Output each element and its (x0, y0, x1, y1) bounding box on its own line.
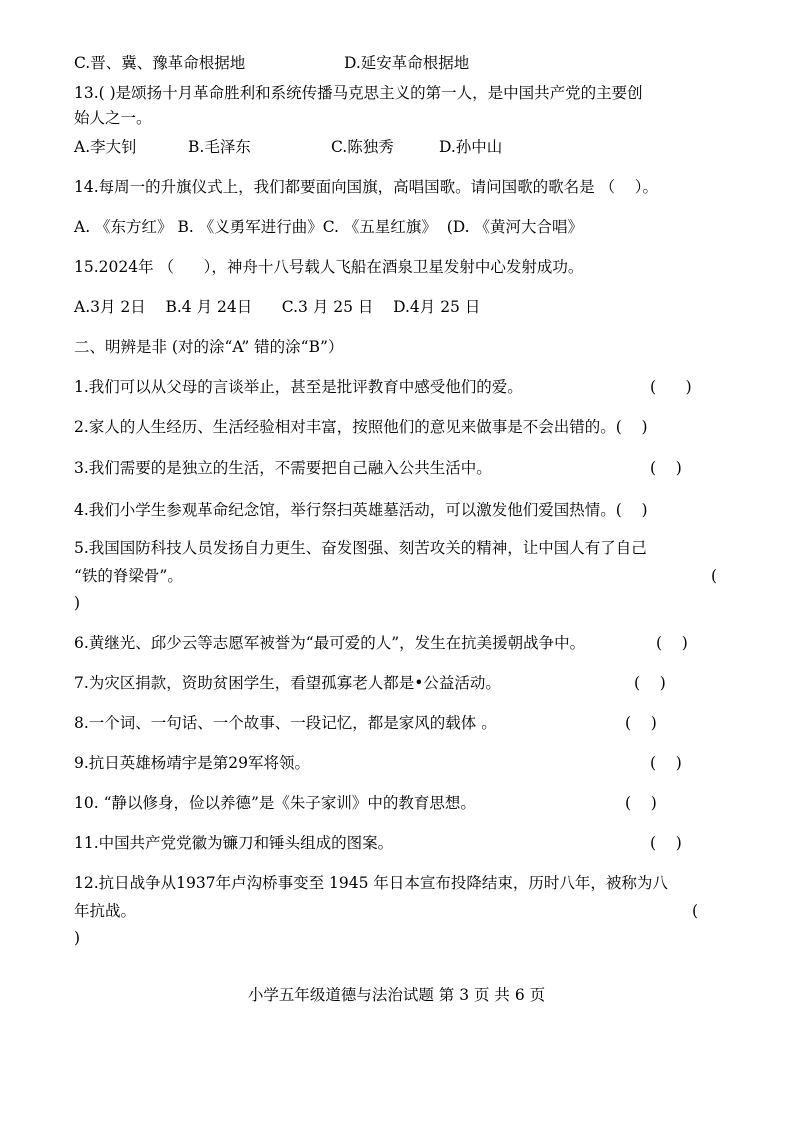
question-13-option-a: A.李大钊 (74, 138, 137, 156)
judge-item-5-paren-close: ) (74, 594, 81, 612)
judge-item-12: 12.抗日战争从1937年卢沟桥事变至 1945 年日本宣布投降结束，历时八年，被称为八 (74, 874, 668, 892)
judge-item-10: 10. “静以修身，俭以养德”是《朱子家训》中的教育思想。 (74, 794, 476, 812)
question-13-option-d: D.孙中山 (439, 138, 503, 156)
question-14-options: A. 《东方红》 B. 《义勇军进行曲》C. 《五星红旗》 (D. 《黄河大合唱》 (74, 218, 584, 236)
question-13-option-c: C.陈独秀 (331, 138, 394, 156)
judge-item-8: 8.一个词、一句话、一个故事、一段记忆，都是家风的载体 。 (74, 714, 497, 732)
question-13-stem: 13.( )是颂扬十月革命胜利和系统传播马克思主义的第一人，是中国共产党的主要创 (74, 84, 643, 102)
judge-item-6: 6.黄继光、邱少云等志愿军被誉为“最可爱的人”，发生在抗美援朝战争中。 (74, 634, 586, 652)
judge-item-5-cont: “铁的脊梁骨”。 (74, 567, 183, 585)
question-13-stem-cont: 始人之一。 (74, 109, 152, 127)
question-14-stem: 14.每周一的升旗仪式上，我们都要面向国旗，高唱国歌。请问国歌的歌名是 （ ）。 (74, 178, 659, 196)
judge-item-11-paren: ( ) (650, 834, 682, 852)
page-footer: 小学五年级道德与法治试题 第 3 页 共 6 页 (247, 986, 546, 1004)
judge-item-9: 9.抗日英雄杨靖宇是第29军将领。 (74, 754, 311, 772)
judge-item-2: 2.家人的人生经历、生活经验相对丰富，按照他们的意见来做事是不会出错的。( ) (74, 418, 648, 436)
judge-item-12-cont: 年抗战。 (74, 902, 137, 920)
judge-item-8-paren: ( ) (625, 714, 657, 732)
judge-item-10-paren: ( ) (625, 794, 657, 812)
option-c-top: C.晋、冀、豫革命根据地 (74, 54, 246, 72)
judge-item-9-paren: ( ) (650, 754, 682, 772)
question-13-option-b: B.毛泽东 (188, 138, 251, 156)
judge-item-3: 3.我们需要的是独立的生活，不需要把自己融入公共生活中。 (74, 459, 492, 477)
judge-item-1: 1.我们可以从父母的言谈举止，甚至是批评教育中感受他们的爱。 (74, 378, 523, 396)
judge-item-12-paren-close: ) (74, 929, 81, 947)
section-2-heading: 二、明辨是非 (对的涂“A” 错的涂“B”） (74, 338, 344, 356)
question-15-stem: 15.2024年 （ ），神舟十八号载人飞船在酒泉卫星发射中心发射成功。 (74, 258, 584, 276)
judge-item-11: 11.中国共产党党徽为镰刀和锤头组成的图案。 (74, 834, 394, 852)
judge-item-7: 7.为灾区捐款，资助贫困学生，看望孤寡老人都是•公益活动。 (74, 674, 501, 692)
judge-item-1-paren: ( ) (650, 378, 692, 396)
judge-item-6-paren: ( ) (656, 634, 688, 652)
judge-item-12-paren-open: ( (692, 902, 699, 920)
judge-item-3-paren: ( ) (650, 459, 682, 477)
option-d-top: D.延安革命根据地 (344, 54, 470, 72)
judge-item-5: 5.我国国防科技人员发扬自力更生、奋发图强、刻苦攻关的精神，让中国人有了自己 (74, 539, 647, 557)
judge-item-5-paren-open: ( (711, 567, 718, 585)
judge-item-4: 4.我们小学生参观革命纪念馆，举行祭扫英雄墓活动，可以激发他们爱国热情。( ) (74, 501, 648, 519)
question-15-options: A.3月 2日 B.4 月 24日 C.3 月 25 日 D.4月 25 日 (74, 298, 481, 316)
judge-item-7-paren: ( ) (634, 674, 666, 692)
